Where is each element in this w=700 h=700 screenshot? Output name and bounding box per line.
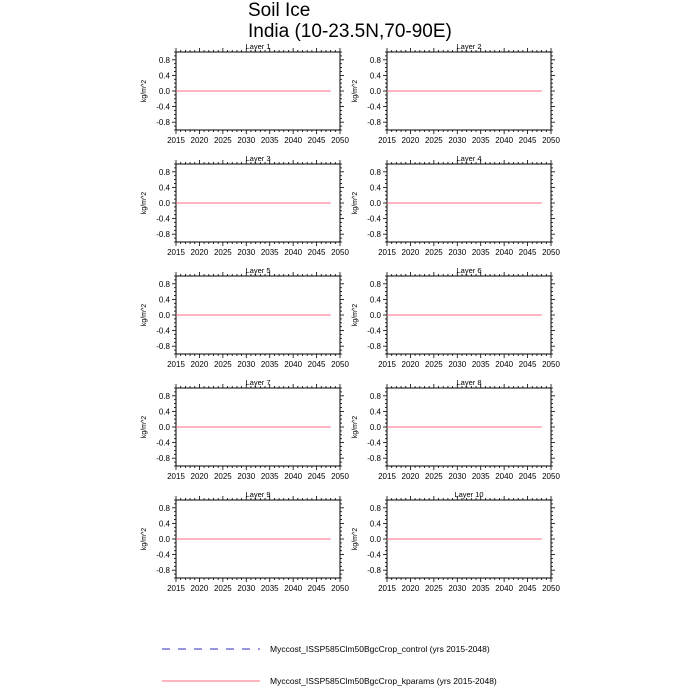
x-tick-label: 2015 [378, 360, 396, 369]
chart-panel-layer-1 [141, 42, 349, 145]
x-tick-label: 2025 [424, 136, 443, 145]
y-tick-label: 0.4 [158, 295, 170, 305]
panel-title: Layer 10 [454, 490, 484, 499]
y-tick-label: 0.4 [369, 295, 381, 305]
y-tick-label: 0.8 [369, 55, 381, 65]
y-axis-label: kg/m^2 [352, 527, 359, 551]
x-tick-label: 2030 [448, 360, 467, 369]
x-tick-label: 2020 [401, 584, 420, 593]
x-tick-label: 2020 [401, 360, 420, 369]
y-tick-label: -0.4 [367, 550, 381, 560]
y-tick-label: -0.8 [367, 342, 381, 352]
y-tick-label: 0.0 [369, 423, 381, 432]
x-tick-label: 2050 [331, 360, 349, 369]
x-tick-label: 2015 [167, 472, 185, 481]
x-tick-label: 2035 [471, 136, 490, 145]
panel-title: Layer 9 [245, 490, 271, 499]
x-tick-label: 2050 [542, 584, 560, 593]
x-tick-label: 2040 [284, 360, 303, 369]
legend [162, 644, 497, 686]
x-tick-label: 2020 [401, 248, 420, 257]
y-tick-label: -0.4 [367, 214, 381, 224]
x-tick-label: 2030 [237, 136, 256, 145]
x-tick-label: 2020 [401, 472, 420, 481]
y-tick-label: 0.4 [158, 407, 170, 417]
chart-panel-layer-7 [141, 378, 349, 481]
x-tick-label: 2025 [213, 584, 232, 593]
x-tick-label: 2045 [307, 248, 326, 257]
y-axis-label: kg/m^2 [141, 527, 148, 551]
x-tick-label: 2040 [495, 136, 514, 145]
x-tick-label: 2015 [167, 136, 185, 145]
panel-title: Layer 1 [245, 42, 271, 51]
y-axis-label: kg/m^2 [141, 303, 148, 327]
x-tick-label: 2050 [331, 248, 349, 257]
x-tick-label: 2035 [471, 248, 490, 257]
x-tick-label: 2020 [190, 248, 209, 257]
x-tick-label: 2025 [213, 472, 232, 481]
y-axis-label: kg/m^2 [352, 303, 359, 327]
y-tick-label: -0.8 [156, 342, 170, 352]
panel-title: Layer 6 [456, 266, 482, 275]
x-tick-label: 2050 [542, 472, 560, 481]
x-tick-label: 2040 [495, 360, 514, 369]
x-tick-label: 2015 [167, 248, 185, 257]
chart-panel-layer-5 [141, 266, 349, 369]
x-tick-label: 2015 [378, 584, 396, 593]
x-tick-label: 2045 [307, 360, 326, 369]
y-tick-label: 0.0 [369, 87, 381, 96]
x-tick-label: 2015 [378, 472, 396, 481]
y-axis-label: kg/m^2 [352, 79, 359, 103]
y-tick-label: 0.4 [369, 519, 381, 529]
y-tick-label: -0.8 [156, 230, 170, 240]
x-tick-label: 2040 [495, 584, 514, 593]
x-tick-label: 2025 [213, 136, 232, 145]
panel-title: Layer 5 [245, 266, 271, 275]
chart-panel-layer-8 [352, 378, 560, 481]
x-tick-label: 2015 [167, 360, 185, 369]
x-tick-label: 2035 [260, 136, 279, 145]
legend-label-control: Myccost_ISSP585Clm50BgcCrop_control (yrs 2015-2048) [270, 644, 490, 654]
x-tick-label: 2050 [542, 248, 560, 257]
y-tick-label: 0.8 [158, 503, 170, 513]
legend-label-kparams: Myccost_ISSP585Clm50BgcCrop_kparams (yrs 2015-2048) [270, 676, 497, 686]
y-tick-label: 0.4 [369, 71, 381, 81]
y-tick-label: 0.8 [158, 55, 170, 65]
chart-panel-layer-6 [352, 266, 560, 369]
x-tick-label: 2050 [331, 472, 349, 481]
y-tick-label: 0.4 [158, 519, 170, 529]
x-tick-label: 2045 [518, 136, 537, 145]
x-tick-label: 2045 [307, 584, 326, 593]
y-tick-label: -0.8 [367, 230, 381, 240]
y-tick-label: 0.8 [369, 391, 381, 401]
x-tick-label: 2045 [307, 472, 326, 481]
x-tick-label: 2020 [190, 360, 209, 369]
y-tick-label: -0.8 [156, 118, 170, 128]
chart-panel-layer-10 [352, 490, 560, 593]
x-tick-label: 2025 [424, 360, 443, 369]
y-tick-label: 0.0 [158, 423, 170, 432]
y-tick-label: -0.8 [367, 454, 381, 464]
x-tick-label: 2015 [378, 248, 396, 257]
x-tick-label: 2025 [424, 248, 443, 257]
panel-title: Layer 4 [456, 154, 482, 163]
x-tick-label: 2045 [518, 360, 537, 369]
x-tick-label: 2020 [401, 136, 420, 145]
y-tick-label: 0.8 [369, 503, 381, 513]
y-tick-label: 0.4 [158, 71, 170, 81]
y-tick-label: 0.4 [369, 407, 381, 417]
chart-panel-layer-9 [141, 490, 349, 593]
x-tick-label: 2040 [284, 472, 303, 481]
chart-panel-layer-4 [352, 154, 560, 257]
x-tick-label: 2030 [237, 360, 256, 369]
chart-panel-layer-3 [141, 154, 349, 257]
x-tick-label: 2050 [542, 136, 560, 145]
y-tick-label: 0.8 [158, 279, 170, 289]
y-tick-label: 0.0 [158, 311, 170, 320]
y-tick-label: 0.8 [158, 391, 170, 401]
x-tick-label: 2030 [448, 472, 467, 481]
y-tick-label: -0.4 [156, 550, 170, 560]
y-tick-label: 0.4 [158, 183, 170, 193]
x-tick-label: 2035 [471, 584, 490, 593]
x-tick-label: 2035 [260, 360, 279, 369]
y-tick-label: 0.0 [158, 535, 170, 544]
y-axis-label: kg/m^2 [141, 415, 148, 439]
panel-title: Layer 2 [456, 42, 482, 51]
x-tick-label: 2020 [190, 584, 209, 593]
y-axis-label: kg/m^2 [352, 191, 359, 215]
y-tick-label: -0.4 [156, 326, 170, 336]
panel-title: Layer 7 [245, 378, 271, 387]
y-tick-label: -0.4 [367, 326, 381, 336]
x-tick-label: 2030 [448, 584, 467, 593]
x-tick-label: 2045 [518, 584, 537, 593]
y-axis-label: kg/m^2 [141, 191, 148, 215]
x-tick-label: 2035 [260, 584, 279, 593]
x-tick-label: 2040 [284, 136, 303, 145]
y-tick-label: -0.4 [156, 214, 170, 224]
y-tick-label: -0.8 [367, 566, 381, 576]
x-tick-label: 2030 [448, 248, 467, 257]
y-tick-label: 0.4 [369, 183, 381, 193]
y-tick-label: -0.8 [367, 118, 381, 128]
x-tick-label: 2050 [542, 360, 560, 369]
x-tick-label: 2035 [471, 472, 490, 481]
y-tick-label: -0.8 [156, 566, 170, 576]
y-tick-label: 0.8 [369, 167, 381, 177]
y-tick-label: 0.0 [369, 311, 381, 320]
x-tick-label: 2025 [213, 248, 232, 257]
x-tick-label: 2035 [260, 248, 279, 257]
x-tick-label: 2045 [307, 136, 326, 145]
y-tick-label: 0.8 [369, 279, 381, 289]
x-tick-label: 2040 [284, 584, 303, 593]
x-tick-label: 2035 [260, 472, 279, 481]
y-tick-label: 0.0 [369, 535, 381, 544]
x-tick-label: 2020 [190, 136, 209, 145]
x-tick-label: 2045 [518, 472, 537, 481]
x-tick-label: 2050 [331, 136, 349, 145]
x-tick-label: 2030 [237, 584, 256, 593]
y-tick-label: -0.4 [367, 438, 381, 448]
x-tick-label: 2040 [495, 248, 514, 257]
x-tick-label: 2050 [331, 584, 349, 593]
x-tick-label: 2025 [424, 584, 443, 593]
x-tick-label: 2015 [378, 136, 396, 145]
x-tick-label: 2020 [190, 472, 209, 481]
y-tick-label: 0.0 [158, 87, 170, 96]
y-tick-label: 0.0 [369, 199, 381, 208]
y-tick-label: -0.8 [156, 454, 170, 464]
x-tick-label: 2025 [213, 360, 232, 369]
y-tick-label: -0.4 [156, 102, 170, 112]
y-tick-label: -0.4 [367, 102, 381, 112]
x-tick-label: 2045 [518, 248, 537, 257]
x-tick-label: 2030 [448, 136, 467, 145]
x-tick-label: 2015 [167, 584, 185, 593]
figure-title: Soil Ice [248, 0, 311, 21]
chart-panel-layer-2 [352, 42, 560, 145]
x-tick-label: 2030 [237, 248, 256, 257]
y-axis-label: kg/m^2 [141, 79, 148, 103]
y-tick-label: 0.8 [158, 167, 170, 177]
figure-subtitle: India (10-23.5N,70-90E) [248, 21, 452, 42]
y-axis-label: kg/m^2 [352, 415, 359, 439]
y-tick-label: -0.4 [156, 438, 170, 448]
x-tick-label: 2030 [237, 472, 256, 481]
panel-title: Layer 8 [456, 378, 482, 387]
x-tick-label: 2025 [424, 472, 443, 481]
panel-title: Layer 3 [245, 154, 271, 163]
y-tick-label: 0.0 [158, 199, 170, 208]
x-tick-label: 2040 [284, 248, 303, 257]
x-tick-label: 2035 [471, 360, 490, 369]
x-tick-label: 2040 [495, 472, 514, 481]
